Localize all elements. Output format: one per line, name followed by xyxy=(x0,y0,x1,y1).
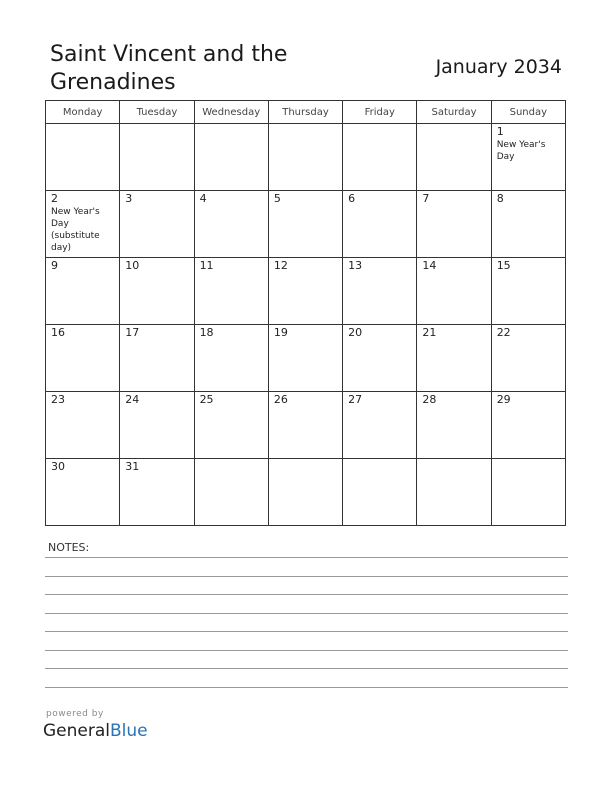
day-number: 5 xyxy=(273,192,281,205)
day-number: 3 xyxy=(125,192,133,205)
week-row xyxy=(46,459,566,526)
week-row xyxy=(46,392,566,459)
note-line xyxy=(45,576,568,577)
day-number: 30 xyxy=(51,460,65,473)
day-cell xyxy=(491,258,565,325)
day-number: 16 xyxy=(51,326,65,339)
day-cell xyxy=(46,459,120,526)
weekday-header: Monday xyxy=(46,101,120,124)
day-cell xyxy=(46,258,120,325)
day-cell xyxy=(491,191,565,258)
day-cell xyxy=(120,325,194,392)
day-cell xyxy=(343,459,417,526)
day-cell xyxy=(120,459,194,526)
day-cell xyxy=(343,258,417,325)
day-number: 13 xyxy=(348,259,363,272)
day-cell xyxy=(46,325,120,392)
day-cell xyxy=(194,191,268,258)
day-number: 8 xyxy=(496,192,504,205)
day-number: 2 xyxy=(51,192,58,205)
day-cell xyxy=(268,459,342,526)
day-cell xyxy=(417,258,491,325)
day-cell xyxy=(194,124,268,191)
day-cell xyxy=(120,124,194,191)
day-number: 28 xyxy=(422,393,437,406)
calendar-grid xyxy=(45,100,566,526)
note-line xyxy=(45,557,568,558)
week-row xyxy=(46,191,566,258)
notes-label: NOTES: xyxy=(48,541,90,554)
day-cell xyxy=(268,124,342,191)
holiday-label: New Year's Day xyxy=(496,140,546,162)
powered-by-text: powered by xyxy=(46,709,104,719)
day-number: 22 xyxy=(496,326,511,339)
day-number: 20 xyxy=(348,326,363,339)
day-cell xyxy=(491,325,565,392)
day-number: 9 xyxy=(51,259,58,272)
brand-logo[interactable] xyxy=(43,721,148,741)
day-number: 29 xyxy=(496,393,511,406)
day-number: 26 xyxy=(273,393,288,406)
month-label: January 2034 xyxy=(435,56,562,78)
day-cell xyxy=(417,392,491,459)
day-cell xyxy=(268,392,342,459)
day-number: 4 xyxy=(199,192,207,205)
weekday-header: Sunday xyxy=(491,101,565,124)
week-row xyxy=(46,258,566,325)
day-number: 25 xyxy=(199,393,214,406)
day-number: 12 xyxy=(273,259,288,272)
note-line xyxy=(45,650,568,651)
weekday-header: Saturday xyxy=(417,101,491,124)
day-cell xyxy=(194,459,268,526)
weekday-header: Wednesday xyxy=(194,101,268,124)
note-line xyxy=(45,668,568,669)
day-number: 15 xyxy=(496,259,511,272)
day-cell xyxy=(194,325,268,392)
day-cell xyxy=(491,459,565,526)
brand-general-text: General xyxy=(43,721,110,741)
day-number: 17 xyxy=(125,326,140,339)
day-cell xyxy=(343,124,417,191)
day-cell xyxy=(491,392,565,459)
day-cell xyxy=(194,258,268,325)
day-cell xyxy=(46,191,120,258)
day-cell xyxy=(491,124,565,191)
note-line xyxy=(45,687,568,688)
brand-blue-text: Blue xyxy=(110,721,148,741)
note-line xyxy=(45,613,568,614)
day-number: 1 xyxy=(496,125,504,138)
day-cell xyxy=(417,124,491,191)
note-line xyxy=(45,594,568,595)
day-cell xyxy=(268,325,342,392)
day-cell xyxy=(120,191,194,258)
page-title: Saint Vincent and the Grenadines xyxy=(50,42,288,95)
day-number: 6 xyxy=(348,192,356,205)
day-number: 10 xyxy=(125,259,140,272)
day-cell xyxy=(268,258,342,325)
day-cell xyxy=(120,258,194,325)
day-cell xyxy=(120,392,194,459)
day-cell xyxy=(343,392,417,459)
day-number: 19 xyxy=(273,326,288,339)
day-cell xyxy=(194,392,268,459)
weekday-header-row xyxy=(46,101,566,124)
day-cell xyxy=(268,191,342,258)
day-cell xyxy=(343,325,417,392)
note-line xyxy=(45,631,568,632)
weekday-header: Thursday xyxy=(268,101,342,124)
day-cell xyxy=(417,459,491,526)
weekday-header: Friday xyxy=(343,101,417,124)
day-number: 7 xyxy=(422,192,430,205)
holiday-label: New Year's Day (substitute day) xyxy=(51,207,100,253)
day-cell xyxy=(417,191,491,258)
day-number: 11 xyxy=(199,259,214,272)
day-cell xyxy=(417,325,491,392)
weekday-header: Tuesday xyxy=(120,101,194,124)
day-number: 27 xyxy=(348,393,363,406)
day-cell xyxy=(46,392,120,459)
day-number: 31 xyxy=(125,460,140,473)
day-number: 23 xyxy=(51,393,65,406)
day-number: 14 xyxy=(422,259,437,272)
day-number: 24 xyxy=(125,393,140,406)
week-row xyxy=(46,124,566,191)
day-number: 21 xyxy=(422,326,437,339)
day-number: 18 xyxy=(199,326,214,339)
day-cell xyxy=(46,124,120,191)
week-row xyxy=(46,325,566,392)
day-cell xyxy=(343,191,417,258)
